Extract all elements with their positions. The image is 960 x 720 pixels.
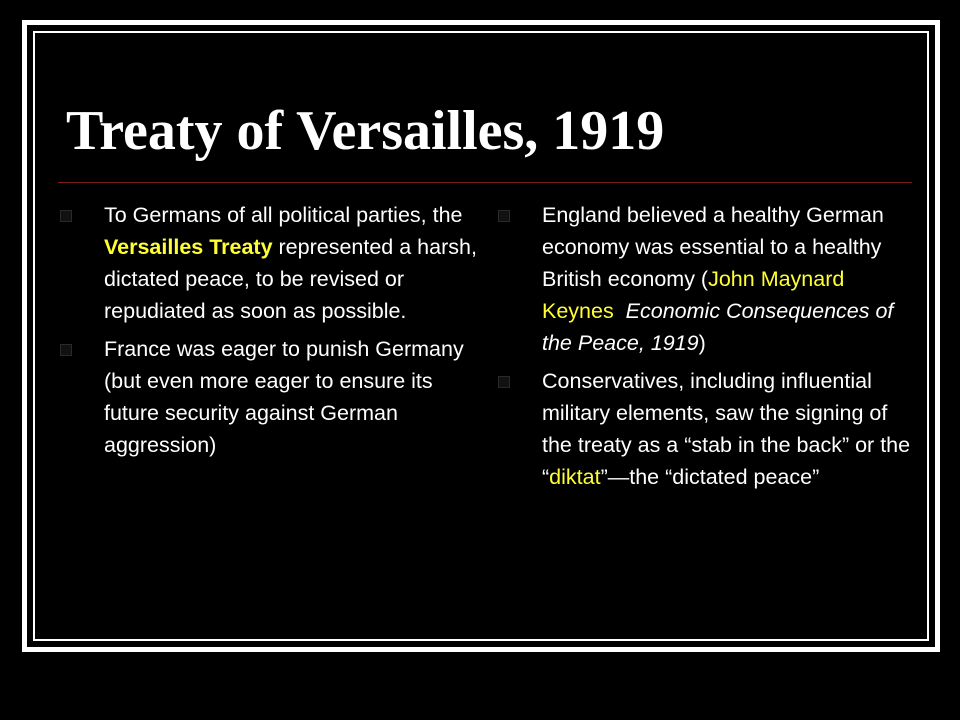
bullet-text: To Germans of all political parties, the [104, 203, 463, 227]
right-column [498, 199, 918, 499]
bullet-text: France was eager to punish Germany (but even more eager to ensure its future security against German aggression) [104, 337, 464, 457]
right-bullet-list [498, 199, 918, 493]
highlight-versailles-treaty: Versailles Treaty [104, 235, 273, 259]
bullet-item-france [60, 333, 480, 461]
square-bullet-icon [60, 344, 72, 356]
title-divider [58, 182, 912, 183]
bullet-item-conservatives [498, 365, 918, 493]
bullet-text: represented a harsh, dictated peace, to be revised or repudiated as soon as possible. [104, 235, 477, 323]
highlight-keynes: John Maynard Keynes [542, 267, 845, 323]
bullet-text: ”—the “dictated peace” [600, 465, 820, 489]
bullet-text: England believed a healthy German economy was essential to a healthy British economy ( [542, 203, 884, 291]
bullet-text [614, 299, 626, 323]
square-bullet-icon [498, 376, 510, 388]
bullet-item-germans [60, 199, 480, 327]
square-bullet-icon [60, 210, 72, 222]
bullet-item-england [498, 199, 918, 359]
slide-title: Treaty of Versailles, 1919 [66, 100, 665, 162]
book-title: Economic Consequences of the Peace, 1919 [542, 299, 894, 355]
highlight-diktat: diktat [549, 465, 601, 489]
square-bullet-icon [498, 210, 510, 222]
left-column [60, 199, 480, 467]
bullet-text: ) [698, 331, 706, 355]
left-bullet-list [60, 199, 480, 461]
bullet-text: Conservatives, including influential military elements, saw the signing of the treaty as a “stab in the back” or the “ [542, 369, 911, 489]
